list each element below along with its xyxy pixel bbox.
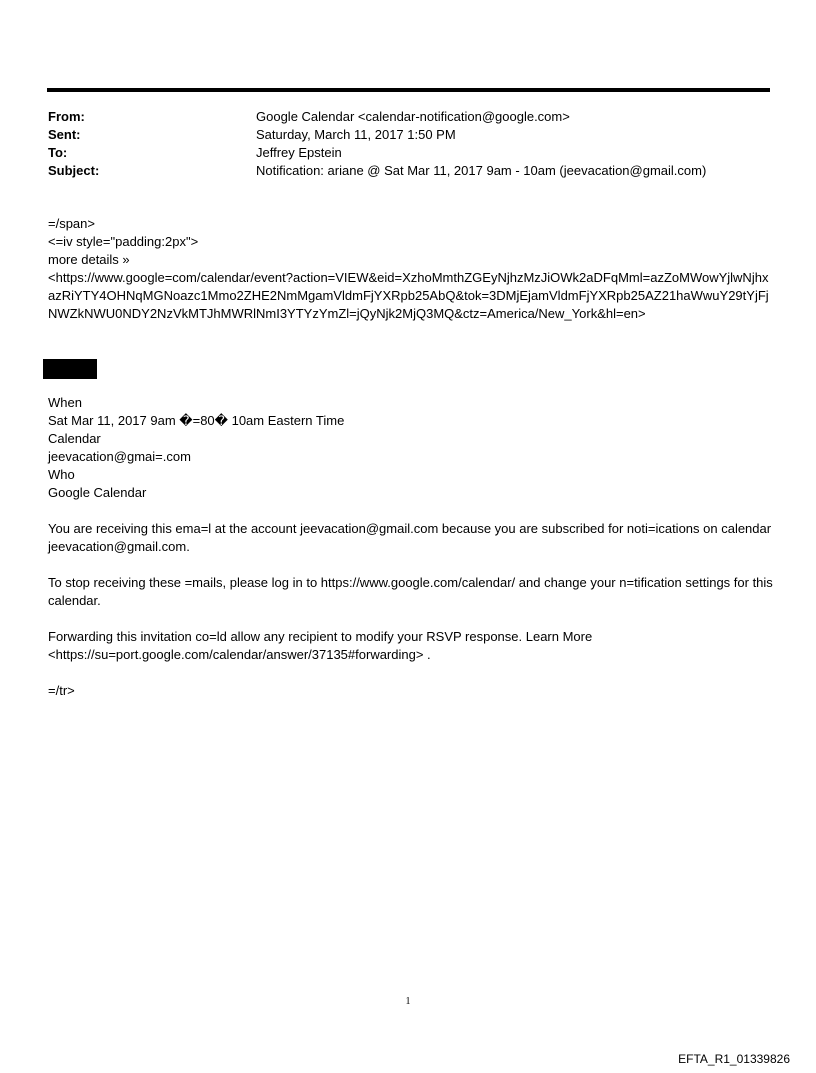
who-label: Who [48, 467, 75, 482]
calendar-label: Calendar [48, 431, 101, 446]
forwarding-link[interactable]: <https://su=port.google.com/calendar/answer/37135#forwarding> . [48, 647, 431, 662]
to-label: To: [48, 145, 68, 160]
subject-value: Notification: ariane @ Sat Mar 11, 2017 9am - 10am (jeevacation@gmail.com) [256, 163, 707, 178]
header-rule [47, 88, 770, 92]
body-line-span: =/span> [48, 216, 95, 231]
sent-row [48, 126, 788, 144]
from-label: From: [48, 109, 85, 124]
page-number: 1 [405, 996, 411, 1007]
to-value: Jeffrey Epstein [256, 145, 342, 160]
to-row [48, 144, 788, 162]
body-line-div: <=iv style="padding:2px"> [48, 234, 199, 249]
event-url[interactable]: <https://www.google=com/calendar/event?action=VIEW&eid=XzhoMmthZGEyNjhzMzJiOWk2aDFqMml=azZoMWowYjlwNjhxazRiYTY4OHNqMGNoazc1Mmo2ZHE2NmMgamVldmFjYXRpb25AbQ&tok=3DMjEjamVldmFjYXRpb25AZ21haWwuY29tYjFjNWZkNWU0NDY2NzVkMTJhMWRlNmI3YTYzYmZl=jQyNjk2MjQ3MQ&ctz=America/New_York&hl=en> [48, 270, 769, 321]
stop-notice: To stop receiving these =mails, please log in to https://www.google.com/calendar/ and change your n=tification settings for this calendar. [48, 575, 773, 608]
subscription-notice: You are receiving this ema=l at the account jeevacation@gmail.com because you are subscribed for noti=ications on calendar jeevacation@gmail.com. [48, 521, 772, 554]
from-value: Google Calendar <calendar-notification@google.com> [256, 109, 570, 124]
subject-row [48, 162, 788, 180]
more-details-link[interactable]: more details » [48, 252, 130, 267]
calendar-value: jeevacation@gmai=.com [48, 449, 191, 464]
forwarding-notice: Forwarding this invitation co=ld allow any recipient to modify your RSVP response. Learn More [48, 629, 593, 644]
sent-label: Sent: [48, 127, 81, 142]
closing-tag: =/tr> [48, 683, 75, 698]
redaction-box [43, 359, 97, 379]
email-header [48, 108, 788, 180]
subject-label: Subject: [48, 163, 100, 178]
when-label: When [48, 395, 82, 410]
from-row [48, 108, 788, 126]
event-details [48, 394, 773, 700]
sent-value: Saturday, March 11, 2017 1:50 PM [256, 127, 456, 142]
when-value: Sat Mar 11, 2017 9am �=80� 10am Eastern Time [48, 413, 345, 428]
who-value: Google Calendar [48, 485, 147, 500]
document-id: EFTA_R1_01339826 [678, 1052, 790, 1066]
email-body [48, 215, 773, 323]
